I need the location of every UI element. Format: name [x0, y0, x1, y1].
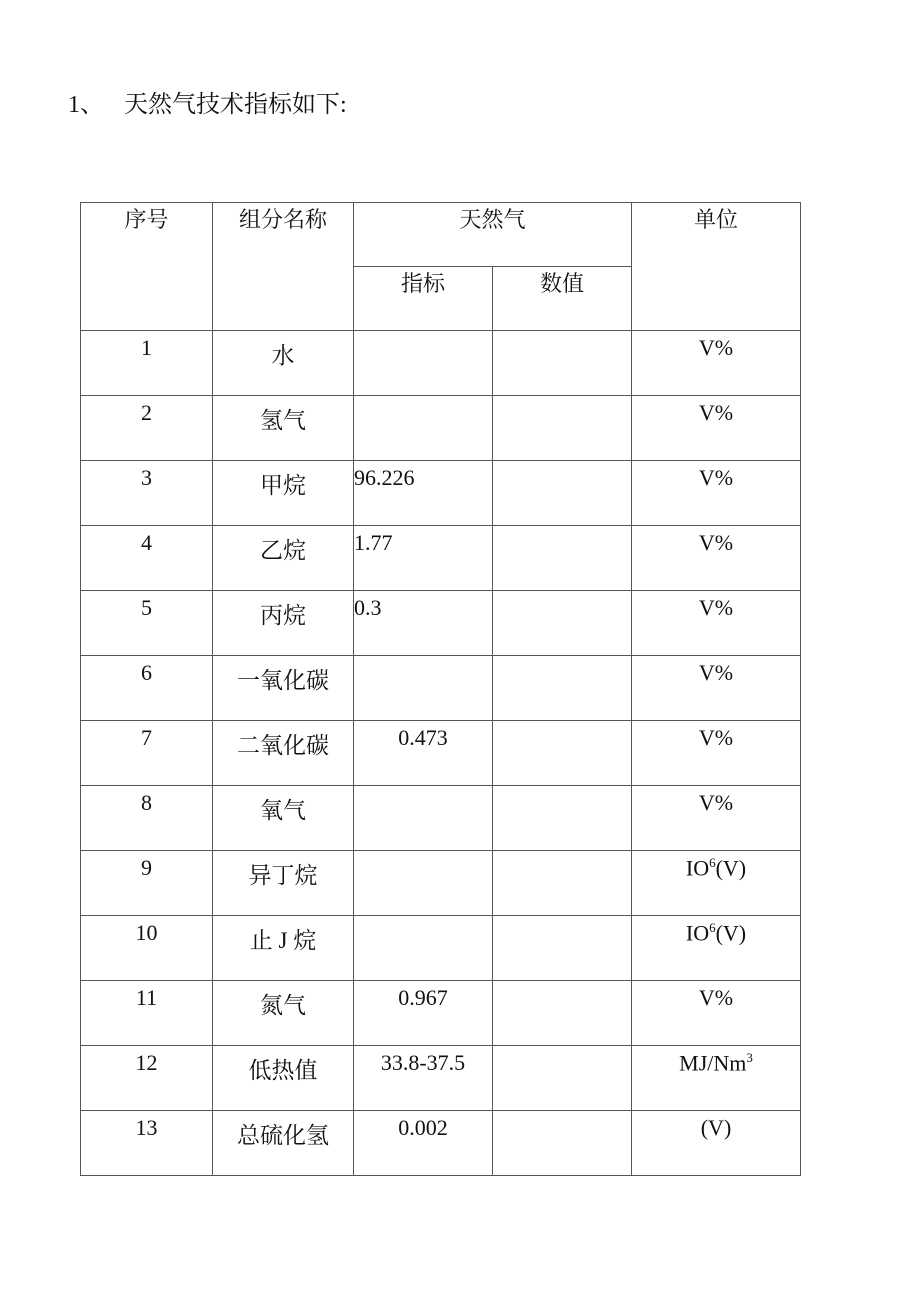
row-unit	[632, 916, 801, 981]
table-row	[81, 851, 801, 916]
unit-superscript: 6	[709, 920, 716, 935]
table-row	[81, 916, 801, 981]
row-value	[493, 1111, 632, 1176]
row-seq: 13	[81, 1111, 213, 1176]
section-title: 天然气技术指标如下:	[124, 92, 347, 118]
header-natural-gas: 天然气	[354, 203, 632, 267]
unit-text: V%	[698, 335, 734, 360]
unit-text: MJ/Nm	[679, 1050, 747, 1076]
row-component-name: 低热值	[213, 1046, 354, 1111]
unit-text: V%	[698, 660, 734, 685]
row-seq: 4	[81, 526, 213, 591]
row-component-name: 一氧化碳	[213, 656, 354, 721]
row-seq: 1	[81, 331, 213, 396]
header-value: 数值	[493, 267, 632, 331]
unit-superscript: 3	[746, 1050, 753, 1065]
row-unit	[632, 851, 801, 916]
row-value	[493, 1046, 632, 1111]
row-value	[493, 461, 632, 526]
row-spec: 33.8-37.5	[354, 1046, 493, 1111]
table-row	[81, 1046, 801, 1111]
table-row	[81, 1111, 801, 1176]
table-row	[81, 721, 801, 786]
unit-text: V%	[698, 790, 734, 815]
row-seq: 3	[81, 461, 213, 526]
row-unit	[632, 721, 801, 786]
row-spec	[354, 656, 493, 721]
row-spec: 0.473	[354, 721, 493, 786]
section-number: 1、	[68, 92, 104, 118]
natural-gas-spec-table	[80, 202, 801, 1176]
row-value	[493, 981, 632, 1046]
row-spec: 0.002	[354, 1111, 493, 1176]
row-value	[493, 331, 632, 396]
row-value	[493, 916, 632, 981]
row-value	[493, 851, 632, 916]
unit-suffix: (V)	[715, 855, 747, 881]
table-row	[81, 981, 801, 1046]
row-component-name: 二氧化碳	[213, 721, 354, 786]
unit-text: IO	[685, 855, 710, 881]
row-spec: 96.226	[354, 461, 493, 526]
table-row	[81, 526, 801, 591]
row-unit	[632, 396, 801, 461]
row-spec	[354, 851, 493, 916]
row-seq: 10	[81, 916, 213, 981]
unit-suffix: (V)	[715, 920, 747, 946]
unit-text: IO	[685, 920, 710, 946]
row-seq: 9	[81, 851, 213, 916]
header-unit: 单位	[632, 203, 801, 331]
row-component-name: 总硫化氢	[213, 1111, 354, 1176]
row-unit	[632, 461, 801, 526]
row-unit	[632, 526, 801, 591]
row-spec: 0.3	[354, 591, 493, 656]
table-row	[81, 656, 801, 721]
row-value	[493, 591, 632, 656]
row-value	[493, 526, 632, 591]
row-spec	[354, 916, 493, 981]
row-component-name: 氮气	[213, 981, 354, 1046]
row-value	[493, 786, 632, 851]
row-seq: 6	[81, 656, 213, 721]
unit-text: V%	[698, 400, 734, 425]
unit-text: (V)	[700, 1115, 732, 1140]
row-unit	[632, 1111, 801, 1176]
row-seq: 5	[81, 591, 213, 656]
row-spec	[354, 331, 493, 396]
table-row	[81, 331, 801, 396]
row-spec	[354, 396, 493, 461]
row-unit	[632, 656, 801, 721]
unit-superscript: 6	[709, 855, 716, 870]
row-component-name: 水	[213, 331, 354, 396]
table-row	[81, 786, 801, 851]
row-unit	[632, 981, 801, 1046]
table-row	[81, 461, 801, 526]
unit-text: V%	[698, 530, 734, 555]
row-component-name: 氧气	[213, 786, 354, 851]
unit-text: V%	[698, 465, 734, 490]
row-spec	[354, 786, 493, 851]
header-component: 组分名称	[213, 203, 354, 331]
row-value	[493, 721, 632, 786]
row-value	[493, 656, 632, 721]
row-unit	[632, 1046, 801, 1111]
row-unit	[632, 786, 801, 851]
row-spec: 0.967	[354, 981, 493, 1046]
row-component-name: 丙烷	[213, 591, 354, 656]
row-seq: 11	[81, 981, 213, 1046]
row-spec: 1.77	[354, 526, 493, 591]
row-value	[493, 396, 632, 461]
row-component-name: 氢气	[213, 396, 354, 461]
table-header-row	[81, 203, 801, 267]
row-component-name: 甲烷	[213, 461, 354, 526]
table-row	[81, 396, 801, 461]
row-seq: 12	[81, 1046, 213, 1111]
row-seq: 7	[81, 721, 213, 786]
unit-text: V%	[698, 985, 734, 1010]
row-seq: 8	[81, 786, 213, 851]
header-seq: 序号	[81, 203, 213, 331]
table-row	[81, 591, 801, 656]
unit-text: V%	[698, 725, 734, 750]
row-seq: 2	[81, 396, 213, 461]
header-spec: 指标	[354, 267, 493, 331]
unit-text: V%	[698, 595, 734, 620]
row-component-name: 异丁烷	[213, 851, 354, 916]
row-unit	[632, 591, 801, 656]
row-component-name: 止 J 烷	[213, 916, 354, 981]
row-component-name: 乙烷	[213, 526, 354, 591]
row-unit	[632, 331, 801, 396]
